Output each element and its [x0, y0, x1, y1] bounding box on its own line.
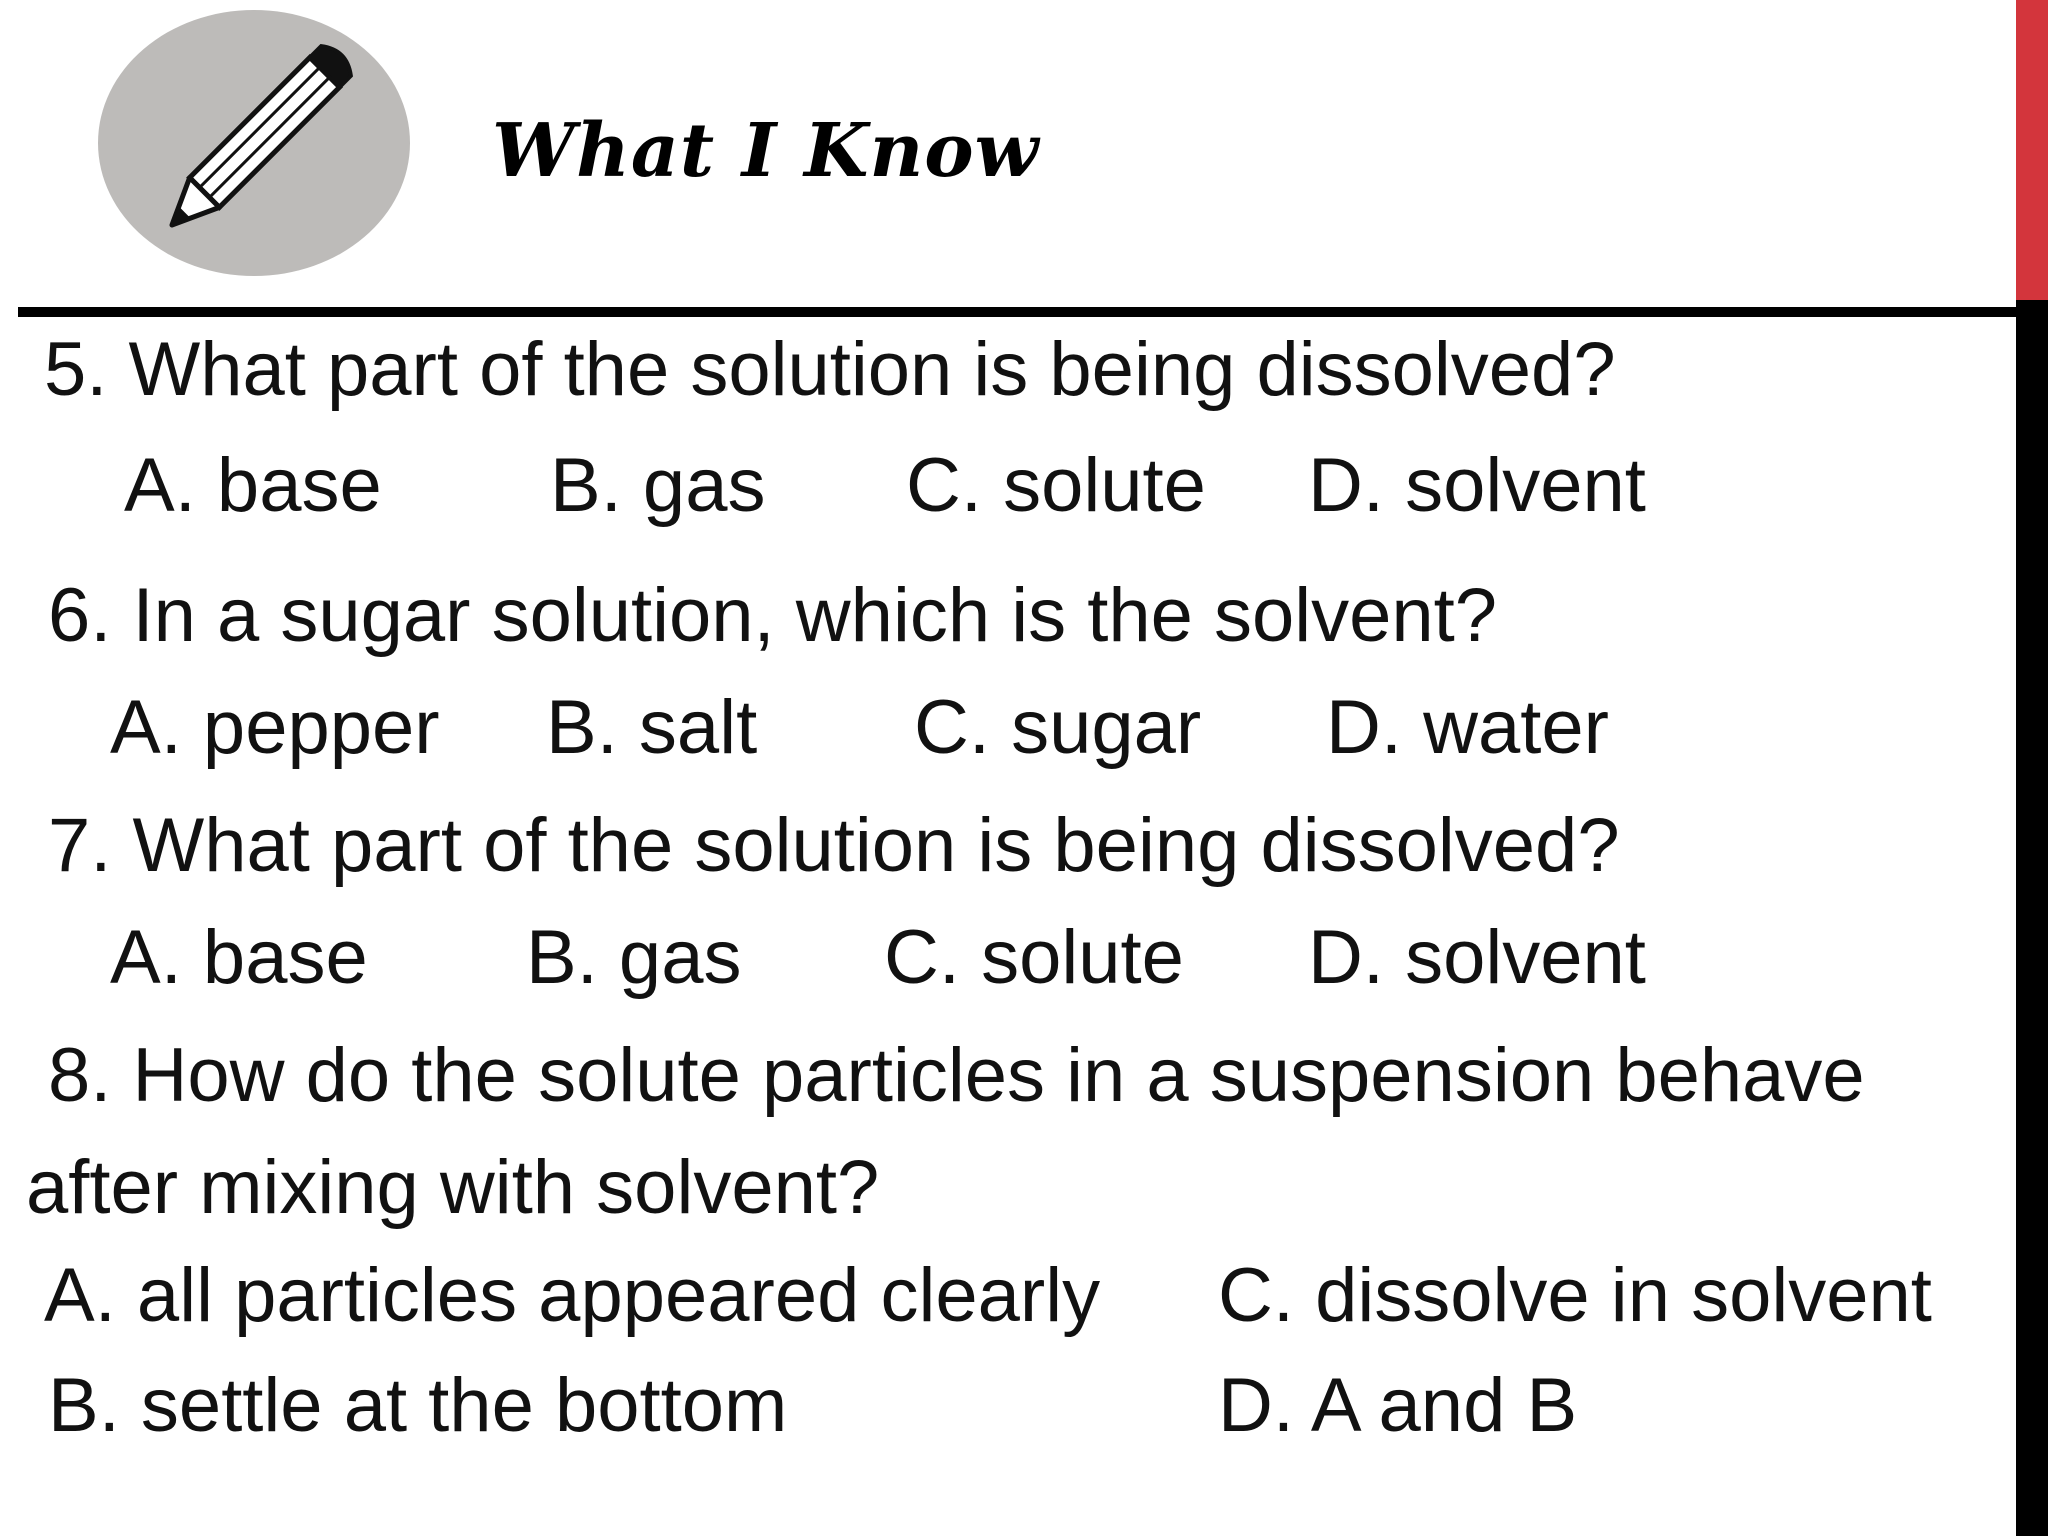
question-5-choice-d: D. solvent	[1308, 443, 1646, 528]
question-8-choice-a: A. all particles appeared clearly	[44, 1253, 1101, 1338]
question-5-stem: 5. What part of the solution is being dissolved?	[44, 327, 1616, 412]
question-7-choice-a: A. base	[110, 915, 368, 1000]
question-5-choice-c: C. solute	[906, 443, 1206, 528]
question-6-choice-a: A. pepper	[110, 685, 440, 770]
pencil-icon	[98, 10, 410, 276]
accent-bar-black	[2016, 300, 2048, 1536]
question-7-choice-d: D. solvent	[1308, 915, 1646, 1000]
question-7-choice-b: B. gas	[526, 915, 742, 1000]
question-8-choice-c: C. dissolve in solvent	[1218, 1253, 1932, 1338]
icon-badge	[98, 10, 410, 276]
question-6-stem: 6. In a sugar solution, which is the solvent?	[48, 573, 1498, 658]
accent-bar-red	[2016, 0, 2048, 300]
question-5-choice-b: B. gas	[550, 443, 766, 528]
question-5-choice-a: A. base	[124, 443, 382, 528]
question-7-choice-c: C. solute	[884, 915, 1184, 1000]
question-8-stem-line-1: 8. How do the solute particles in a suspension behave	[48, 1033, 1865, 1118]
question-8-choice-b: B. settle at the bottom	[48, 1363, 788, 1448]
question-6-choice-b: B. salt	[546, 685, 758, 770]
question-7-stem: 7. What part of the solution is being dissolved?	[48, 803, 1620, 888]
question-8-stem-line-2: after mixing with solvent?	[26, 1145, 880, 1230]
question-8-choice-d: D. A and B	[1218, 1363, 1578, 1448]
slide-title: What I Know	[492, 108, 1040, 194]
question-6-choice-d: D. water	[1326, 685, 1609, 770]
title-divider	[18, 307, 2030, 317]
question-6-choice-c: C. sugar	[914, 685, 1202, 770]
